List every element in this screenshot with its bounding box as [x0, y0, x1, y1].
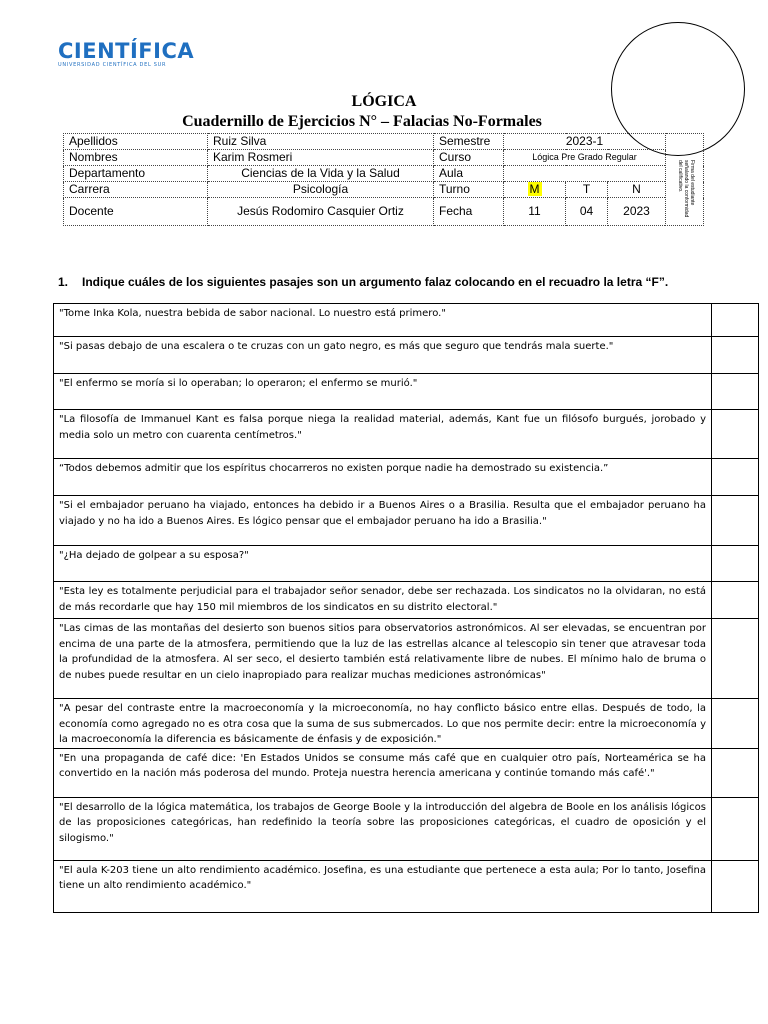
- row-docente: [64, 198, 704, 226]
- passage-text: "Las cimas de las montañas del desierto son buenos sitios para observatorios astronómicos. Al ser elevadas, se encuentran por encima de una parte de la atmosfera, permitiendo que la luz de las estrellas alcance al telescopio sin tener que atravesar toda la profundidad de la atmosfera. Al ser seco, el desierto también está relativamente libre de nubes. El mínimo halo de bruma o de nubes puede resultar en un cielo inapropiado para realizar muchas mediciones astronómicas": [54, 619, 712, 699]
- turno-t: T: [566, 182, 608, 198]
- question-number: 1.: [58, 275, 69, 289]
- answer-box[interactable]: [712, 699, 759, 749]
- departamento-label: Departamento: [64, 166, 208, 182]
- table-row: [54, 699, 759, 749]
- table-row: [54, 619, 759, 699]
- answer-box[interactable]: [712, 337, 759, 374]
- answer-box[interactable]: [712, 582, 759, 619]
- passage-text: "Si el embajador peruano ha viajado, entonces ha debido ir a Buenos Aires o a Brasilia. Resulta que el embajador peruano ha viajado y no ha ido a Buenos Aires. Es lógico pensar que el embajador peruano ha ido a Brasilia.": [54, 496, 712, 546]
- departamento-value: Ciencias de la Vida y la Salud: [208, 166, 434, 182]
- row-carrera: [64, 182, 704, 198]
- curso-value: Lógica Pre Grado Regular: [504, 150, 666, 166]
- row-nombres: [64, 150, 704, 166]
- answer-box[interactable]: [712, 304, 759, 337]
- passage-text: "¿Ha dejado de golpear a su esposa?": [54, 546, 712, 582]
- table-row: [54, 337, 759, 374]
- answer-box[interactable]: [712, 619, 759, 699]
- page-subtitle: Cuadernillo de Ejercicios N° – Falacias No-Formales: [182, 113, 542, 130]
- passage-text: "El enfermo se moría si lo operaban; lo operaron; el enfermo se murió.": [54, 374, 712, 410]
- passage-text: “Todos debemos admitir que los espíritus chocarreros no existen porque nadie ha demostrado su existencia.”: [54, 459, 712, 496]
- answer-box[interactable]: [712, 546, 759, 582]
- answer-box[interactable]: [712, 459, 759, 496]
- fecha-mes: 04: [566, 198, 608, 226]
- docente-value: Jesús Rodomiro Casquier Ortiz: [208, 198, 434, 226]
- passage-text: "En una propaganda de café dice: 'En Estados Unidos se consume más café que en cualquier otro país, Norteamérica se ha convertido en la nación más poderosa del mundo. Proteja nuestra herencia americana y continúe tomando más café'.": [54, 748, 712, 797]
- fecha-dia: 11: [504, 198, 566, 226]
- passage-text: "La filosofía de Immanuel Kant es falsa porque niega la realidad material, además, Kant fue un filósofo burgués, jorobado y media solo un metro con cuarenta centímetros.": [54, 410, 712, 459]
- table-row: [54, 410, 759, 459]
- semestre-value: 2023-1: [504, 134, 666, 150]
- carrera-label: Carrera: [64, 182, 208, 198]
- signature-cell: [666, 134, 704, 226]
- passage-text: "Si pasas debajo de una escalera o te cruzas con un gato negro, es más que seguro que tendrás mala suerte.": [54, 337, 712, 374]
- aula-value: [504, 166, 666, 182]
- logo-wordmark: CIENTÍFICA: [58, 39, 195, 63]
- apellidos-label: Apellidos: [64, 134, 208, 150]
- carrera-value: Psicología: [208, 182, 434, 198]
- student-info-table: [63, 133, 704, 226]
- question-1: [58, 274, 738, 290]
- logo-tagline: UNIVERSIDAD CIENTÍFICA DEL SUR: [58, 62, 167, 68]
- turno-n: N: [608, 182, 666, 198]
- answer-box[interactable]: [712, 374, 759, 410]
- curso-label: Curso: [434, 150, 504, 166]
- turno-m-highlight: M: [529, 182, 540, 196]
- table-row: [54, 797, 759, 860]
- nombres-value: Karim Rosmeri: [208, 150, 434, 166]
- table-row: [54, 546, 759, 582]
- question-text: Indique cuáles de los siguientes pasajes son un argumento falaz colocando en el recuadro la letra “F”.: [82, 275, 669, 289]
- passage-text: "El aula K-203 tiene un alto rendimiento académico. Josefina, es una estudiante que pertenece a esta aula; Por lo tanto, Josefina tiene un alto rendimiento académico.": [54, 860, 712, 912]
- turno-m-cell: [504, 182, 566, 198]
- passage-text: "El desarrollo de la lógica matemática, los trabajos de George Boole y la introducción del algebra de Boole en los análisis lógicos de las proposiciones categóricas, han redefinido la teoría sobre las proposiciones categóricas, el cuadro de oposición y el silogismo.": [54, 797, 712, 860]
- passage-text: "Tome Inka Kola, nuestra bebida de sabor nacional. Lo nuestro está primero.": [54, 304, 712, 337]
- table-row: [54, 304, 759, 337]
- semestre-label: Semestre: [434, 134, 504, 150]
- nombres-label: Nombres: [64, 150, 208, 166]
- passages-table: [53, 303, 759, 913]
- docente-label: Docente: [64, 198, 208, 226]
- university-logo: [58, 40, 198, 68]
- table-row: [54, 374, 759, 410]
- row-departamento: [64, 166, 704, 182]
- passage-text: "Esta ley es totalmente perjudicial para el trabajador señor senador, debe ser rechazada. Los sindicatos no la olvidaran, no está de más recordarle que hay 150 mil miembros de los sindicatos en su distrito electoral.": [54, 582, 712, 619]
- answer-box[interactable]: [712, 410, 759, 459]
- answer-box[interactable]: [712, 748, 759, 797]
- answer-box[interactable]: [712, 860, 759, 912]
- answer-box[interactable]: [712, 496, 759, 546]
- fecha-label: Fecha: [434, 198, 504, 226]
- turno-label: Turno: [434, 182, 504, 198]
- page-title: LÓGICA: [351, 93, 417, 110]
- table-row: [54, 496, 759, 546]
- table-row: [54, 860, 759, 912]
- passage-text: "A pesar del contraste entre la macroeconomía y la microeconomía, no hay conflicto básico entre ellas. Después de todo, la economía como agregado no es otra cosa que la suma de sus submercados. Lo que nos permite decir: entre la microeconomía y la macroeconomía la diferencia es básicamente de énfasis y de exposición.": [54, 699, 712, 749]
- apellidos-value: Ruiz Silva: [208, 134, 434, 150]
- fecha-anio: 2023: [608, 198, 666, 226]
- row-apellidos: [64, 134, 704, 150]
- table-row: [54, 748, 759, 797]
- table-row: [54, 582, 759, 619]
- table-row: [54, 459, 759, 496]
- answer-box[interactable]: [712, 797, 759, 860]
- aula-label: Aula: [434, 166, 504, 182]
- signature-note: Firma del estudiante señalando la conformidad del calificativo.: [677, 160, 695, 218]
